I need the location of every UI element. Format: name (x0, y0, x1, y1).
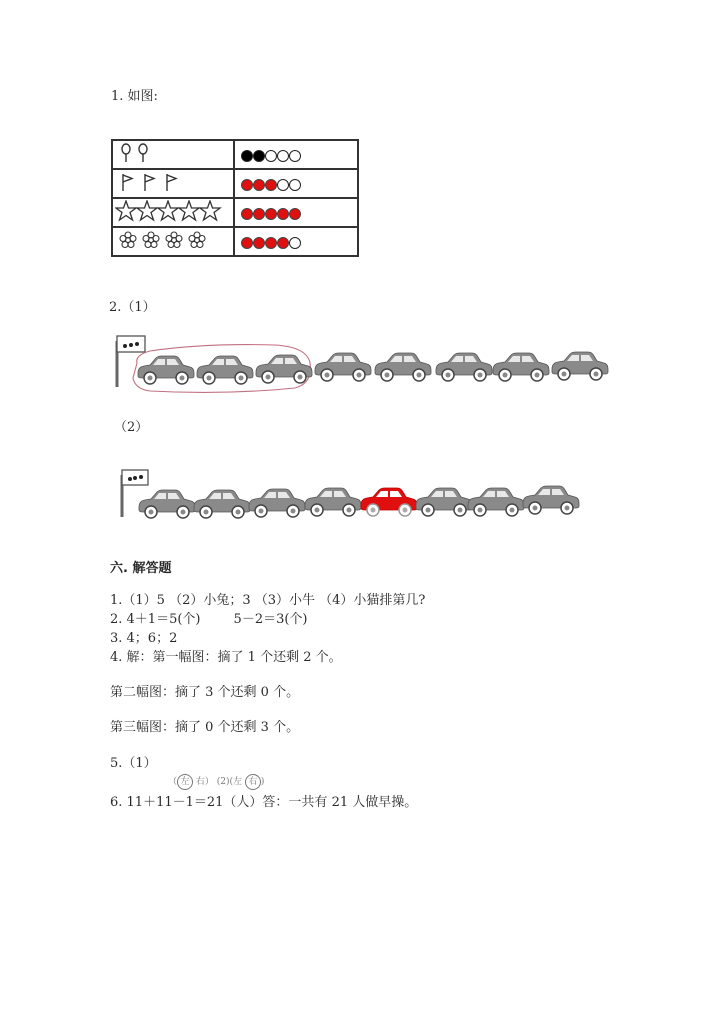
picture-count-table (111, 139, 359, 257)
q5-answer-image (168, 774, 264, 790)
dot-filled (265, 179, 277, 191)
star-icon (115, 200, 223, 222)
answer-line-7: 5.（1） (110, 756, 157, 771)
answer-line-6: 第三幅图：摘了 0 个还剩 3 个。 (110, 720, 300, 735)
dot-filled (253, 150, 265, 162)
section-6-title: 六. 解答题 (110, 561, 172, 576)
dots-cell (234, 140, 358, 169)
red-car (361, 488, 417, 516)
dot-filled (253, 179, 265, 191)
dot-filled (241, 150, 253, 162)
dots-cell (234, 227, 358, 256)
dot-empty (277, 150, 289, 162)
answer-line-3: 3. 4；6；2 (110, 631, 178, 646)
dots-cell (234, 169, 358, 198)
traffic-sign-icon (117, 336, 145, 387)
flowers-cell (112, 227, 234, 256)
balloon-icon (119, 143, 159, 163)
answer-line-1: 1.（1）5 （2）小兔；3 （3）小牛 （4）小猫排第几? (110, 593, 426, 608)
circled-right: 右 (245, 774, 261, 790)
dot-filled (277, 208, 289, 220)
paren: ) (260, 777, 265, 787)
answer-line-4: 4. 解：第一幅图：摘了 1 个还剩 2 个。 (110, 650, 342, 665)
dots-cell (234, 198, 358, 227)
dot-filled (241, 237, 253, 249)
flower-icon (119, 230, 215, 250)
flags-cell (112, 169, 234, 198)
question-2-part-2-label: （2） (114, 420, 149, 435)
dot-empty (265, 150, 277, 162)
dot-filled (241, 208, 253, 220)
dot-filled (265, 237, 277, 249)
question-1-label: 1. 如图: (111, 89, 158, 104)
circled-left: 左 (177, 774, 193, 790)
question-2-label: 2.（1） (109, 300, 156, 315)
car-row-1 (105, 333, 615, 398)
part2-left-option: (2)(左 (216, 777, 243, 787)
dot-filled (265, 208, 277, 220)
table-row (112, 140, 358, 169)
right-option: 右） (195, 777, 214, 787)
car-row-2 (105, 465, 585, 525)
paren: （ (168, 777, 178, 787)
dot-empty (289, 179, 301, 191)
dot-filled (277, 237, 289, 249)
dot-filled (289, 208, 301, 220)
dot-empty (277, 179, 289, 191)
flag-icon (119, 172, 189, 192)
answer-line-8: 6. 11＋11－1＝21（人）答：一共有 21 人做早操。 (110, 795, 418, 810)
table-row (112, 198, 358, 227)
answer-line-2: 2. 4＋1＝5(个) 5－2＝3(个) (110, 612, 308, 627)
table-row (112, 227, 358, 256)
table-row (112, 169, 358, 198)
dot-filled (253, 237, 265, 249)
dot-filled (253, 208, 265, 220)
balloons-cell (112, 140, 234, 169)
dot-filled (241, 179, 253, 191)
stars-cell (112, 198, 234, 227)
dot-empty (289, 237, 301, 249)
dot-empty (289, 150, 301, 162)
answer-line-5: 第二幅图：摘了 3 个还剩 0 个。 (110, 685, 300, 700)
